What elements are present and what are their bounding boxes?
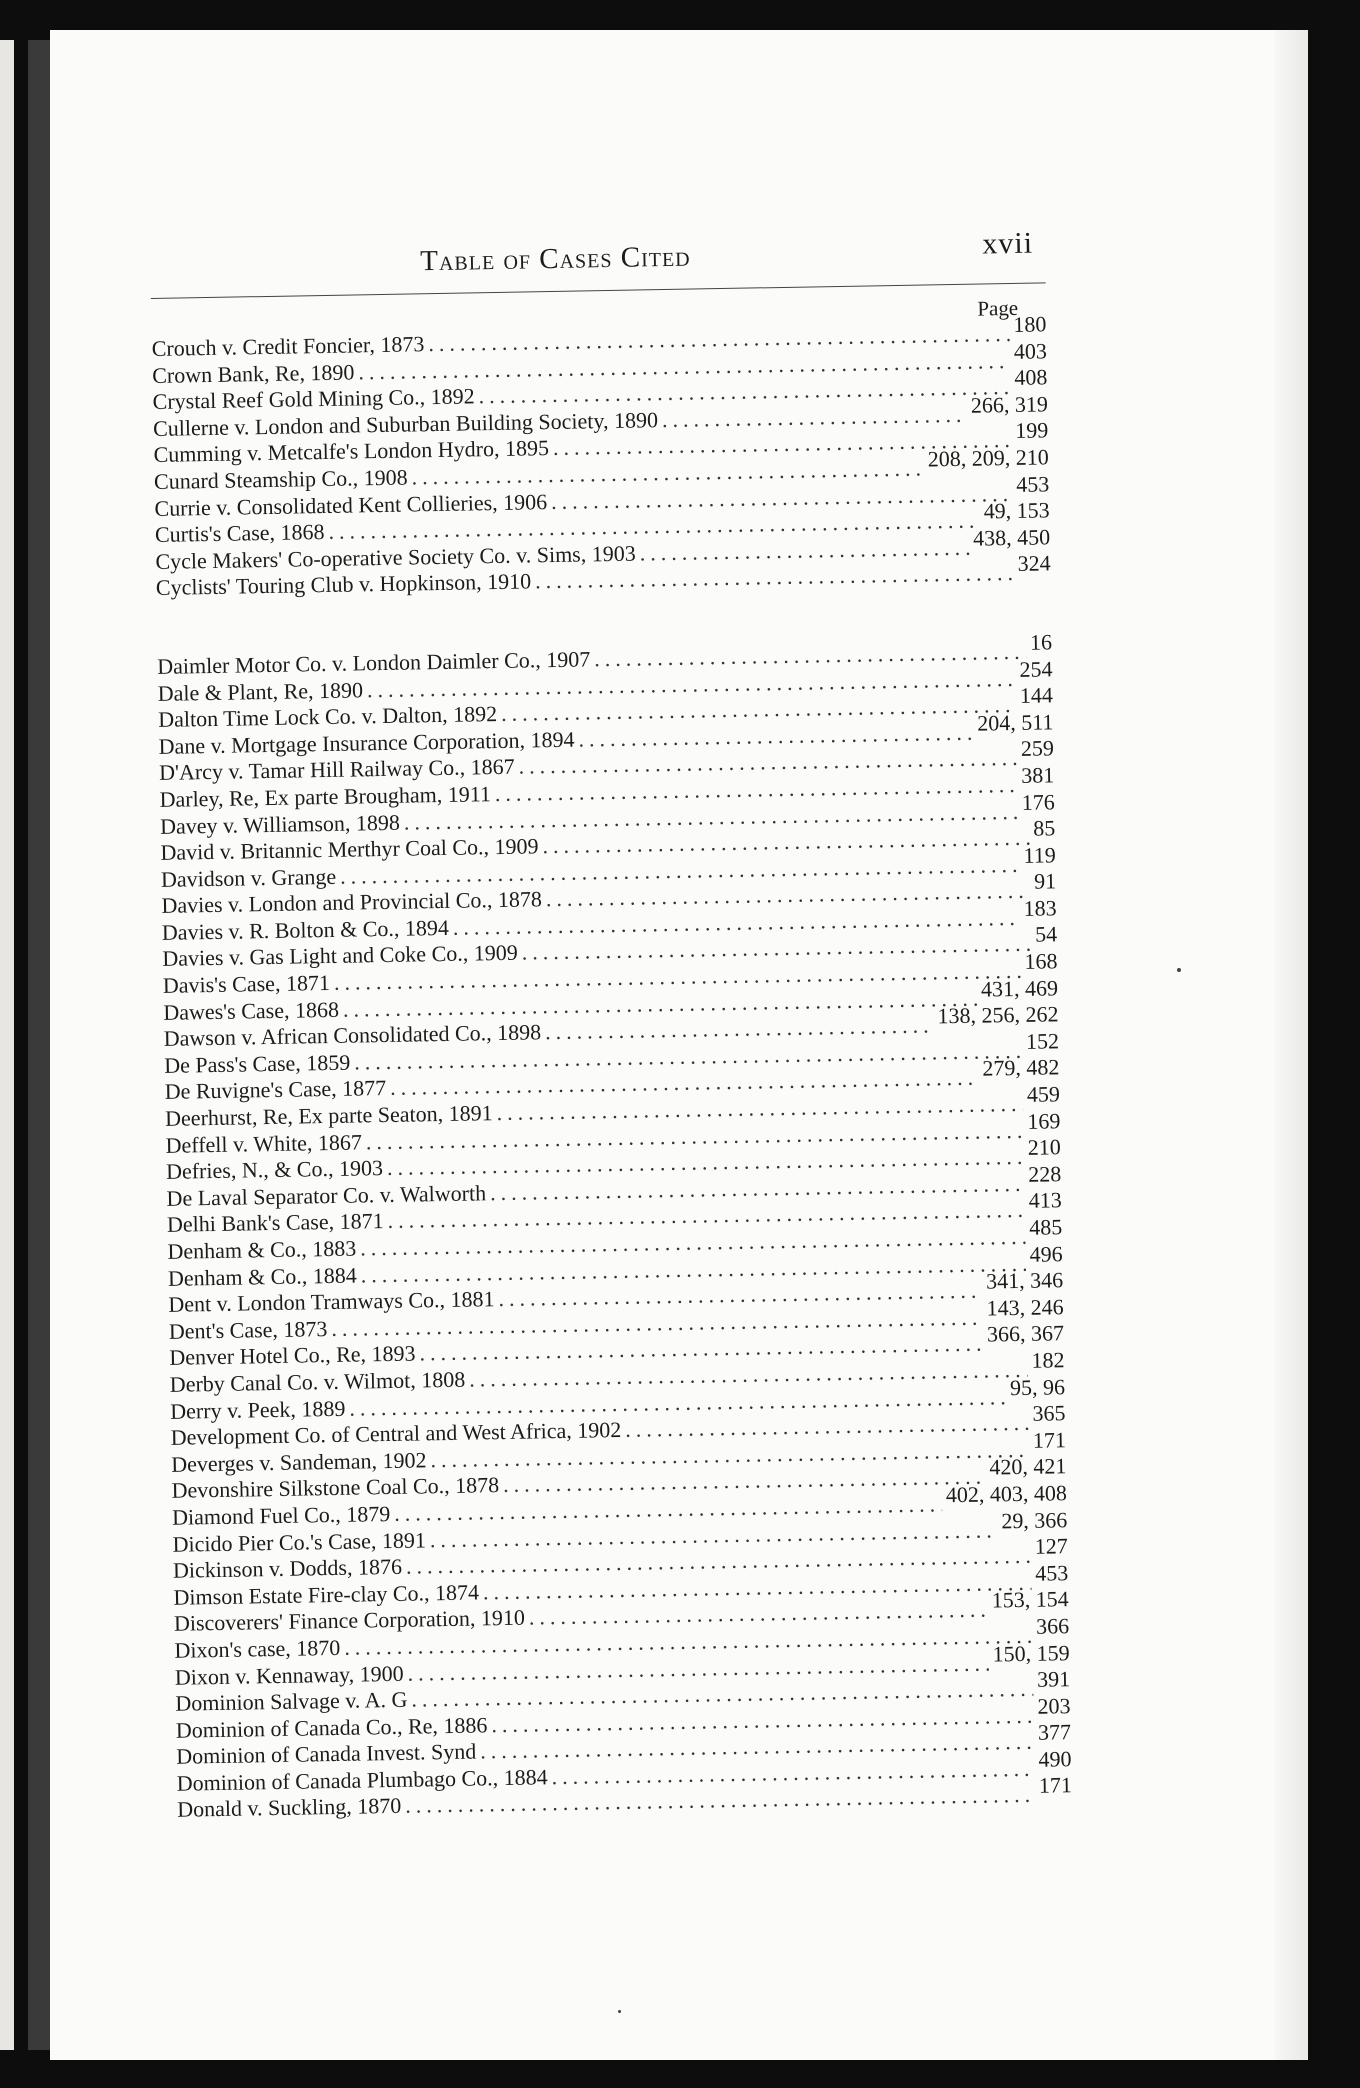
case-pages: 391 bbox=[1036, 1666, 1071, 1692]
case-pages: 324 bbox=[1017, 550, 1051, 577]
case-name: Davidson v. Grange bbox=[160, 863, 337, 892]
case-pages: 254 bbox=[1019, 655, 1053, 682]
book-spine-edge bbox=[0, 40, 14, 2050]
case-name: Deffell v. White, 1867 bbox=[165, 1129, 363, 1158]
case-name: Devonshire Silkstone Coal Co., 1878 bbox=[171, 1472, 500, 1504]
case-pages: 431, 469 bbox=[980, 974, 1059, 1002]
case-name: Dicido Pier Co.'s Case, 1891 bbox=[172, 1526, 427, 1557]
case-pages: 496 bbox=[1029, 1240, 1063, 1267]
case-pages: 199 bbox=[1015, 417, 1049, 444]
case-name: Denham & Co., 1883 bbox=[167, 1235, 357, 1264]
case-name: Davies v. Gas Light and Coke Co., 1909 bbox=[162, 940, 518, 972]
case-name: Dixon v. Kennaway, 1900 bbox=[174, 1660, 404, 1690]
case-name: Crystal Reef Gold Mining Co., 1892 bbox=[152, 383, 475, 415]
book-binding bbox=[28, 40, 50, 2050]
case-pages: 153, 154 bbox=[991, 1586, 1069, 1613]
case-name: Derby Canal Co. v. Wilmot, 1808 bbox=[169, 1366, 466, 1397]
case-pages: 95, 96 bbox=[1009, 1373, 1066, 1400]
case-pages: 453 bbox=[1015, 470, 1050, 497]
case-name: Dent v. London Tramways Co., 1881 bbox=[168, 1286, 495, 1318]
case-pages: 182 bbox=[1031, 1347, 1065, 1373]
case-pages: 208, 209, 210 bbox=[927, 444, 1049, 472]
case-pages: 403 bbox=[1013, 337, 1048, 364]
case-name: Cyclists' Touring Club v. Hopkinson, 1910 bbox=[155, 568, 532, 601]
case-name: De Laval Separator Co. v. Walworth bbox=[166, 1180, 487, 1211]
table-of-cases bbox=[150, 226, 1073, 1823]
case-pages: 49, 153 bbox=[983, 497, 1050, 524]
case-pages: 127 bbox=[1034, 1533, 1068, 1559]
case-pages: 365 bbox=[1032, 1400, 1066, 1426]
case-name: Davies v. R. Bolton & Co., 1894 bbox=[161, 914, 450, 945]
case-sections bbox=[151, 311, 1073, 1823]
case-name: Cullerne v. London and Suburban Building Society, 1890 bbox=[152, 406, 659, 441]
case-pages: 119 bbox=[1023, 841, 1056, 868]
case-pages: 168 bbox=[1024, 948, 1058, 974]
case-name: Daimler Motor Co. v. London Daimler Co., 1907 bbox=[157, 646, 591, 679]
case-pages: 366 bbox=[1035, 1613, 1070, 1639]
case-pages: 204, 511 bbox=[976, 709, 1054, 736]
case-pages: 85 bbox=[1033, 815, 1056, 841]
running-title: Table of Cases Cited bbox=[419, 240, 691, 278]
case-pages: 341, 346 bbox=[985, 1267, 1064, 1294]
case-pages: 176 bbox=[1021, 788, 1055, 815]
case-pages: 54 bbox=[1034, 921, 1058, 948]
case-name: Dimson Estate Fire-clay Co., 1874 bbox=[173, 1579, 480, 1610]
case-pages: 413 bbox=[1028, 1187, 1062, 1214]
case-name: Currie v. Consolidated Kent Collieries, 1906 bbox=[154, 488, 548, 521]
case-name: David v. Britannic Merthyr Coal Co., 1909 bbox=[160, 833, 539, 866]
case-name: Donald v. Suckling, 1870 bbox=[177, 1793, 402, 1823]
case-pages: 203 bbox=[1037, 1692, 1071, 1719]
case-name: De Ruvigne's Case, 1877 bbox=[164, 1075, 387, 1105]
case-name: Derry v. Peek, 1889 bbox=[170, 1395, 346, 1424]
case-pages: 490 bbox=[1038, 1746, 1072, 1772]
case-section bbox=[157, 629, 1073, 1824]
case-pages: 459 bbox=[1026, 1081, 1061, 1107]
case-section bbox=[151, 311, 1052, 602]
case-name: Denver Hotel Co., Re, 1893 bbox=[169, 1340, 416, 1371]
case-pages: 150, 159 bbox=[992, 1639, 1070, 1667]
case-pages: 420, 421 bbox=[989, 1453, 1067, 1480]
case-name: Denham & Co., 1884 bbox=[167, 1262, 357, 1291]
case-name: Davis's Case, 1871 bbox=[162, 970, 331, 998]
case-name: Deerhurst, Re, Ex parte Seaton, 1891 bbox=[164, 1100, 493, 1131]
case-name: Davey v. Williamson, 1898 bbox=[159, 809, 401, 839]
case-pages: 143, 246 bbox=[986, 1293, 1064, 1321]
case-pages: 485 bbox=[1028, 1214, 1063, 1240]
case-pages: 169 bbox=[1027, 1107, 1061, 1134]
case-name: Darley, Re, Ex parte Brougham, 1911 bbox=[159, 781, 492, 812]
case-name: Deverges v. Sandeman, 1902 bbox=[170, 1447, 427, 1477]
case-pages: 91 bbox=[1033, 868, 1057, 894]
case-name: Dalton Time Lock Co. v. Dalton, 1892 bbox=[157, 701, 498, 733]
case-name: Dane v. Mortgage Insurance Corporation, 1894 bbox=[158, 726, 575, 759]
case-pages: 381 bbox=[1021, 762, 1055, 788]
case-name: Cycle Makers' Co-operative Society Co. v. Sims, 1903 bbox=[155, 540, 636, 574]
case-pages: 152 bbox=[1025, 1028, 1060, 1054]
case-name: Discoverers' Finance Corporation, 1910 bbox=[173, 1604, 526, 1637]
case-name: Dominion Salvage v. A. G bbox=[175, 1686, 408, 1716]
paper-speck bbox=[618, 2010, 621, 2013]
case-name: Dominion of Canada Plumbago Co., 1884 bbox=[176, 1764, 548, 1796]
case-pages: 144 bbox=[1019, 682, 1054, 709]
case-pages: 453 bbox=[1035, 1559, 1069, 1586]
case-name: Dent's Case, 1873 bbox=[168, 1315, 328, 1344]
case-name: Dominion of Canada Co., Re, 1886 bbox=[175, 1712, 488, 1743]
case-pages: 171 bbox=[1032, 1426, 1067, 1453]
case-pages: 29, 366 bbox=[1001, 1506, 1068, 1533]
case-name: Diamond Fuel Co., 1879 bbox=[171, 1500, 391, 1530]
case-name: D'Arcy v. Tamar Hill Railway Co., 1867 bbox=[158, 754, 515, 786]
case-name: Dale & Plant, Re, 1890 bbox=[157, 676, 364, 706]
page-column-label: Page bbox=[977, 295, 1019, 321]
case-name: Crouch v. Credit Foncier, 1873 bbox=[151, 331, 425, 361]
case-pages: 366, 367 bbox=[986, 1320, 1065, 1347]
case-pages: 279, 482 bbox=[982, 1054, 1060, 1082]
case-name: Dixon's case, 1870 bbox=[174, 1634, 341, 1663]
case-name: Davies v. London and Provincial Co., 1878 bbox=[161, 886, 543, 919]
case-pages: 210 bbox=[1027, 1134, 1062, 1161]
case-pages: 180 bbox=[1013, 311, 1047, 337]
page-number: xvii bbox=[982, 226, 1034, 261]
case-name: Dickinson v. Dodds, 1876 bbox=[172, 1553, 403, 1583]
case-name: Development Co. of Central and West Africa, 1902 bbox=[170, 1417, 622, 1450]
case-name: Delhi Bank's Case, 1871 bbox=[166, 1208, 384, 1238]
page-edge-shadow bbox=[1275, 30, 1308, 2060]
case-name: De Pass's Case, 1859 bbox=[164, 1049, 351, 1078]
paper-speck bbox=[1177, 968, 1181, 972]
case-pages: 228 bbox=[1028, 1161, 1062, 1187]
case-pages: 16 bbox=[1029, 629, 1053, 655]
case-name: Cunard Steamship Co., 1908 bbox=[153, 464, 408, 494]
case-name: Cumming v. Metcalfe's London Hydro, 1895 bbox=[153, 435, 550, 468]
case-name: Crown Bank, Re, 1890 bbox=[151, 359, 355, 388]
case-pages: 259 bbox=[1020, 735, 1055, 762]
case-pages: 171 bbox=[1038, 1772, 1073, 1799]
case-pages: 408 bbox=[1014, 364, 1048, 391]
case-pages: 138, 256, 262 bbox=[937, 1001, 1059, 1029]
case-name: Dawes's Case, 1868 bbox=[163, 996, 340, 1025]
case-name: Defries, N., & Co., 1903 bbox=[165, 1155, 384, 1185]
case-pages: 183 bbox=[1023, 895, 1057, 921]
case-name: Curtis's Case, 1868 bbox=[154, 519, 325, 548]
case-pages: 402, 403, 408 bbox=[945, 1480, 1068, 1508]
case-pages: 266, 319 bbox=[970, 391, 1049, 418]
case-pages: 438, 450 bbox=[972, 524, 1051, 551]
case-name: Dominion of Canada Invest. Synd bbox=[176, 1738, 477, 1770]
case-name: Dawson v. African Consolidated Co., 1898 bbox=[163, 1019, 542, 1052]
case-pages: 377 bbox=[1037, 1719, 1072, 1746]
